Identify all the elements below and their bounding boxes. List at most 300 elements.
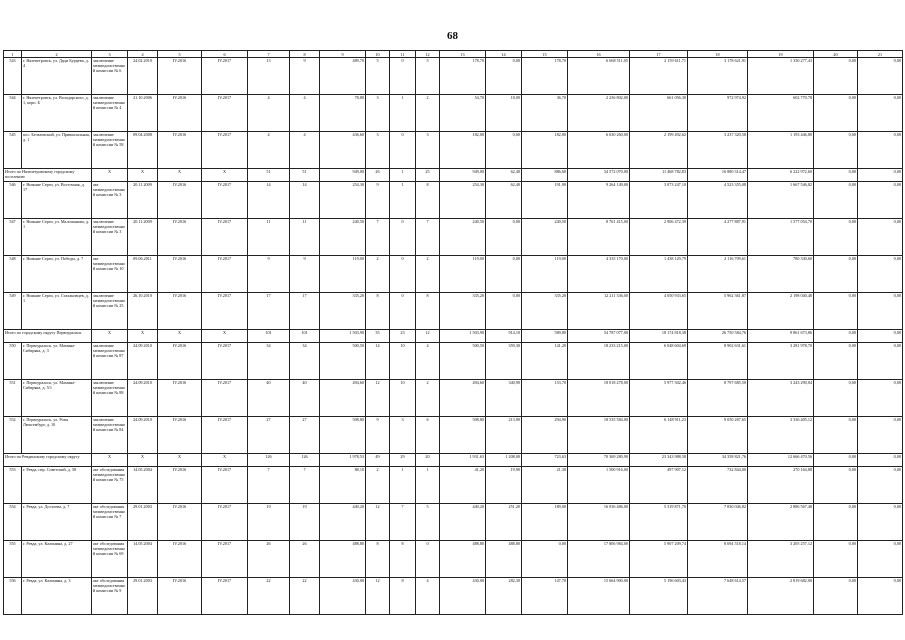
column-number-4: 4 <box>128 51 158 58</box>
cell-col-12: 8 <box>416 182 440 219</box>
cell-col-17: 6 048 604,69 <box>630 343 688 380</box>
cell-col-1: 545 <box>4 132 22 169</box>
cell-col-6: IV.2017 <box>202 182 248 219</box>
table-row <box>4 219 903 256</box>
cell-col-9: 508,80 <box>320 417 366 454</box>
cell-col-14: 19,90 <box>486 467 522 504</box>
cell-col-20: 0,00 <box>814 58 858 95</box>
cell-col-9: 335,20 <box>320 293 366 330</box>
cell-col-10: 8 <box>366 541 390 578</box>
subtotal-cell-col-17: 18 174 818,38 <box>630 330 688 343</box>
subtotal-cell-col-14: 1 208,00 <box>486 454 522 467</box>
cell-col-20: 0,00 <box>814 182 858 219</box>
subtotal-cell-col-4: X <box>128 330 158 343</box>
subtotal-cell-col-19: 9 861 673,86 <box>748 330 814 343</box>
cell-col-9: 254,30 <box>320 182 366 219</box>
cell-col-1: 555 <box>4 541 22 578</box>
cell-col-15: 189,00 <box>522 504 568 541</box>
subtotal-cell-col-21: 0,00 <box>858 330 903 343</box>
cell-col-6: IV.2017 <box>202 504 248 541</box>
cell-col-18: 4 523 355,08 <box>688 182 748 219</box>
cell-col-21: 0,00 <box>858 58 903 95</box>
table-row <box>4 380 903 417</box>
cell-col-13: 508,80 <box>440 417 486 454</box>
table-row <box>4 95 903 132</box>
table-body <box>4 58 903 615</box>
cell-col-14: 251,20 <box>486 504 522 541</box>
cell-col-14: 0,00 <box>486 293 522 330</box>
cell-col-8: 4 <box>290 132 320 169</box>
cell-col-20: 0,00 <box>814 541 858 578</box>
cell-col-6: IV.2017 <box>202 343 248 380</box>
cell-col-17: 5 977 302,46 <box>630 380 688 417</box>
cell-col-7: 7 <box>248 467 290 504</box>
subtotal-cell-col-15: 589,80 <box>522 330 568 343</box>
column-number-9: 9 <box>320 51 366 58</box>
cell-col-6: IV.2017 <box>202 95 248 132</box>
cell-col-8: 11 <box>290 219 320 256</box>
cell-col-4: 20.11.2009 <box>128 219 158 256</box>
cell-col-8: 4 <box>290 95 320 132</box>
cell-col-16: 2 236 802,00 <box>568 95 630 132</box>
cell-col-16: 17 806 984,00 <box>568 541 630 578</box>
cell-col-11: 0 <box>390 293 416 330</box>
cell-col-21: 0,00 <box>858 467 903 504</box>
cell-col-13: 488,80 <box>440 541 486 578</box>
cell-col-17: 5 319 871,70 <box>630 504 688 541</box>
cell-col-11: 0 <box>390 132 416 169</box>
cell-col-10: 8 <box>366 293 390 330</box>
cell-col-7: 4 <box>248 132 290 169</box>
subtotal-cell-col-13: 1 503,90 <box>440 330 486 343</box>
cell-col-13: 178,70 <box>440 58 486 95</box>
cell-col-1: 547 <box>4 219 22 256</box>
column-number-21: 21 <box>858 51 903 58</box>
cell-col-12: 1 <box>416 467 440 504</box>
cell-col-12: 4 <box>416 343 440 380</box>
cell-col-7: 19 <box>248 504 290 541</box>
cell-col-14: 0,00 <box>486 219 522 256</box>
cell-col-13: 182,00 <box>440 132 486 169</box>
cell-col-10: 2 <box>366 467 390 504</box>
cell-col-7: 17 <box>248 293 290 330</box>
cell-col-12: 2 <box>416 380 440 417</box>
cell-col-10: 12 <box>366 504 390 541</box>
cell-col-1: 551 <box>4 380 22 417</box>
cell-col-14: 213,90 <box>486 417 522 454</box>
table-row <box>4 504 903 541</box>
cell-col-18: 5 962 361,87 <box>688 293 748 330</box>
cell-col-2: г. Ревда, пер. Советский, д. 58 <box>22 467 92 504</box>
cell-col-8: 34 <box>290 343 320 380</box>
cell-col-8: 27 <box>290 417 320 454</box>
cell-col-4: 29.01.2003 <box>128 504 158 541</box>
cell-col-16: 4 335 170,00 <box>568 256 630 293</box>
cell-col-18: 732 844,00 <box>688 467 748 504</box>
cell-col-14: 18,00 <box>486 95 522 132</box>
cell-col-3: заключение межведомственной комиссии № 87 <box>92 343 128 380</box>
column-number-12: 12 <box>416 51 440 58</box>
cell-col-6: IV.2017 <box>202 293 248 330</box>
cell-col-2: пос. Бельтовский, ул. Привокзальная, д. 1 <box>22 132 92 169</box>
cell-col-3: акт межведомственной комиссии № 3 <box>92 182 128 219</box>
cell-col-15: 294,90 <box>522 417 568 454</box>
cell-col-5: IV.2016 <box>158 380 202 417</box>
subtotal-cell-col-7: 51 <box>248 169 290 182</box>
cell-col-8: 26 <box>290 541 320 578</box>
cell-col-5: IV.2016 <box>158 256 202 293</box>
cell-col-3: заключение межведомственной комиссии № 3 <box>92 219 128 256</box>
subtotal-cell-col-7: 126 <box>248 454 290 467</box>
cell-col-10: 3 <box>366 95 390 132</box>
cell-col-17: 3 073 247,10 <box>630 182 688 219</box>
subtotal-cell-col-5: X <box>158 169 202 182</box>
cell-col-6: IV.2017 <box>202 417 248 454</box>
cell-col-6: IV.2017 <box>202 256 248 293</box>
cell-col-16: 8 761 415,00 <box>568 219 630 256</box>
subtotal-cell-col-4: X <box>128 454 158 467</box>
cell-col-11: 0 <box>390 219 416 256</box>
cell-col-3: акт обследования межведомственной комиссии № 69 <box>92 541 128 578</box>
subtotal-cell-col-4: X <box>128 169 158 182</box>
cell-col-16: 1 500 916,00 <box>568 467 630 504</box>
page-number: 68 <box>447 30 458 42</box>
cell-col-20: 0,00 <box>814 467 858 504</box>
subtotal-cell-col-16: 70 369 280,90 <box>568 454 630 467</box>
subtotal-cell-col-20: 0,00 <box>814 330 858 343</box>
cell-col-14: 62,40 <box>486 182 522 219</box>
subtotal-row <box>4 330 903 343</box>
subtotal-cell-col-20: 0,00 <box>814 454 858 467</box>
cell-col-20: 0,00 <box>814 132 858 169</box>
subtotal-cell-col-19: 6 222 972,60 <box>748 169 814 182</box>
cell-col-20: 0,00 <box>814 578 858 615</box>
subtotal-cell-col-17: 11 468 782,83 <box>630 169 688 182</box>
column-number-11: 11 <box>390 51 416 58</box>
cell-col-8: 17 <box>290 293 320 330</box>
subtotal-cell-col-10: 35 <box>366 330 390 343</box>
cell-col-17: 2 159 611,71 <box>630 58 688 95</box>
table-row <box>4 293 903 330</box>
subtotal-row <box>4 454 903 467</box>
cell-col-7: 14 <box>248 182 290 219</box>
cell-col-15: 191,90 <box>522 182 568 219</box>
cell-col-13: 119,00 <box>440 256 486 293</box>
cell-col-7: 26 <box>248 541 290 578</box>
cell-col-18: 9 050 267,65 <box>688 417 748 454</box>
subtotal-cell-col-16: 34 572 070,00 <box>568 169 630 182</box>
cell-col-3: заключение межведомственной комиссии № 58 <box>92 132 128 169</box>
cell-col-17: 2 199 492,62 <box>630 132 688 169</box>
cell-col-13: 500,50 <box>440 343 486 380</box>
cell-col-2: г. Первоуральск, ул. Мамина-Сибиряка, д. 5/1 <box>22 380 92 417</box>
cell-col-8: 22 <box>290 578 320 615</box>
cell-col-21: 0,00 <box>858 380 903 417</box>
table-row <box>4 343 903 380</box>
cell-col-15: 178,70 <box>522 58 568 95</box>
column-number-14: 14 <box>486 51 522 58</box>
cell-col-5: IV.2016 <box>158 343 202 380</box>
cell-col-18: 7 648 614,57 <box>688 578 748 615</box>
cell-col-4: 14.05.2004 <box>128 467 158 504</box>
cell-col-5: IV.2016 <box>158 293 202 330</box>
cell-col-16: 18 018 278,00 <box>568 380 630 417</box>
cell-col-9: 489,70 <box>320 58 366 95</box>
cell-col-10: 7 <box>366 219 390 256</box>
cell-col-19: 1 330 277,43 <box>748 58 814 95</box>
column-number-15: 15 <box>522 51 568 58</box>
cell-col-9: 488,80 <box>320 541 366 578</box>
cell-col-9: 240,50 <box>320 219 366 256</box>
cell-col-8: 7 <box>290 467 320 504</box>
cell-col-20: 0,00 <box>814 95 858 132</box>
cell-col-1: 550 <box>4 343 22 380</box>
cell-col-16: 18 233 215,00 <box>568 343 630 380</box>
table-row <box>4 132 903 169</box>
cell-col-21: 0,00 <box>858 132 903 169</box>
cell-col-15: 119,00 <box>522 256 568 293</box>
column-number-5: 5 <box>158 51 202 58</box>
subtotal-cell-col-14: 62,40 <box>486 169 522 182</box>
subtotal-cell-col-14: 914,10 <box>486 330 522 343</box>
cell-col-9: 78,80 <box>320 95 366 132</box>
cell-col-4: 20.11.2009 <box>128 182 158 219</box>
cell-col-16: 12 211 336,00 <box>568 293 630 330</box>
cell-col-11: 10 <box>390 380 416 417</box>
cell-col-2: г. Нижние Серги, ул. Малошанова, д. 1 <box>22 219 92 256</box>
cell-col-7: 27 <box>248 417 290 454</box>
cell-col-20: 0,00 <box>814 219 858 256</box>
cell-col-6: IV.2017 <box>202 541 248 578</box>
cell-col-6: IV.2017 <box>202 380 248 417</box>
cell-col-2: г. Нижние Серги, ул. Восточная, д. 17 <box>22 182 92 219</box>
table-row <box>4 256 903 293</box>
cell-col-12: 2 <box>416 256 440 293</box>
cell-col-3: заключение межведомственной комиссии № 25 <box>92 293 128 330</box>
cell-col-14: 0,00 <box>486 58 522 95</box>
cell-col-11: 3 <box>390 417 416 454</box>
cell-col-4: 21.10.2006 <box>128 95 158 132</box>
cell-col-3: акт обследования межведомственной комиссии № 7 <box>92 504 128 541</box>
cell-col-4: 24.02.2010 <box>128 58 158 95</box>
cell-col-12: 5 <box>416 504 440 541</box>
cell-col-4: 24.09.2010 <box>128 343 158 380</box>
subtotal-cell-col-15: 723,63 <box>522 454 568 467</box>
subtotal-cell-col-17: 23 343 988,58 <box>630 454 688 467</box>
cell-col-1: 553 <box>4 467 22 504</box>
cell-col-9: 88,10 <box>320 467 366 504</box>
cell-col-2: г. Нижние Серги, ул. Стахановцев, д. 1 <box>22 293 92 330</box>
column-number-18: 18 <box>688 51 748 58</box>
cell-col-20: 0,00 <box>814 256 858 293</box>
cell-col-10: 12 <box>366 380 390 417</box>
cell-col-9: 430,00 <box>320 578 366 615</box>
subtotal-cell-col-8: 51 <box>290 169 320 182</box>
cell-col-17: 5 196 603,43 <box>630 578 688 615</box>
cell-col-14: 488,80 <box>486 541 522 578</box>
cell-col-7: 11 <box>248 219 290 256</box>
cell-col-6: IV.2017 <box>202 578 248 615</box>
cell-col-5: IV.2016 <box>158 467 202 504</box>
cell-col-12: 0 <box>416 541 440 578</box>
cell-col-19: 3 336 405,12 <box>748 417 814 454</box>
cell-col-5: IV.2016 <box>158 417 202 454</box>
cell-col-21: 0,00 <box>858 578 903 615</box>
subtotal-cell-col-3: X <box>92 169 128 182</box>
cell-col-13: 54,70 <box>440 95 486 132</box>
cell-col-13: 494,60 <box>440 380 486 417</box>
cell-col-13: 254,30 <box>440 182 486 219</box>
cell-col-19: 1 577 054,70 <box>748 219 814 256</box>
subtotal-cell-col-11: 23 <box>390 330 416 343</box>
cell-col-15: 335,20 <box>522 293 568 330</box>
cell-col-4: 29.01.2003 <box>128 578 158 615</box>
cell-col-2: г. Первоуральск, ул. Розы Люксембург, д. 10 <box>22 417 92 454</box>
cell-col-1: 543 <box>4 58 22 95</box>
subtotal-label: Итого по Ревдинскому городскому округу <box>4 454 92 467</box>
subtotal-cell-col-21: 0,00 <box>858 454 903 467</box>
subtotal-cell-col-12: 20 <box>416 454 440 467</box>
subtotal-cell-col-9: 949,00 <box>320 169 366 182</box>
cell-col-14: 0,00 <box>486 256 522 293</box>
cell-col-3: заключение межведомственной комиссии № 4 <box>92 95 128 132</box>
table-row <box>4 417 903 454</box>
cell-col-4: 26.10.2010 <box>128 293 158 330</box>
cell-col-14: 0,00 <box>486 132 522 169</box>
cell-col-2: г. Ревда, ул. Калинина, д. 27 <box>22 541 92 578</box>
cell-col-8: 40 <box>290 380 320 417</box>
column-number-19: 19 <box>748 51 814 58</box>
cell-col-9: 119,00 <box>320 256 366 293</box>
subtotal-cell-col-3: X <box>92 330 128 343</box>
cell-col-6: IV.2017 <box>202 467 248 504</box>
cell-col-19: 1 193 446,80 <box>748 132 814 169</box>
cell-col-17: 1 438 129,79 <box>630 256 688 293</box>
cell-col-8: 14 <box>290 182 320 219</box>
cell-col-10: 3 <box>366 132 390 169</box>
cell-col-9: 440,20 <box>320 504 366 541</box>
cell-col-16: 9 264 149,00 <box>568 182 630 219</box>
subtotal-label: Итого по городскому округу Первоуральск <box>4 330 92 343</box>
cell-col-13: 240,50 <box>440 219 486 256</box>
subtotal-cell-col-5: X <box>158 330 202 343</box>
cell-col-11: 10 <box>390 343 416 380</box>
subtotal-cell-col-21: 0,00 <box>858 169 903 182</box>
cell-col-3: акт обследования межведомственной комиссии № 75 <box>92 467 128 504</box>
subtotal-cell-col-6: X <box>202 330 248 343</box>
cell-col-21: 0,00 <box>858 417 903 454</box>
cell-col-15: 0,00 <box>522 541 568 578</box>
column-number-8: 8 <box>290 51 320 58</box>
cell-col-14: 282,30 <box>486 578 522 615</box>
cell-col-21: 0,00 <box>858 293 903 330</box>
cell-col-12: 4 <box>416 578 440 615</box>
subtotal-cell-col-12: 25 <box>416 169 440 182</box>
column-number-6: 6 <box>202 51 248 58</box>
cell-col-20: 0,00 <box>814 380 858 417</box>
table-row <box>4 467 903 504</box>
cell-col-1: 546 <box>4 182 22 219</box>
cell-col-18: 8 902 631,61 <box>688 343 748 380</box>
table-row <box>4 578 903 615</box>
cell-col-11: 8 <box>390 578 416 615</box>
column-number-10: 10 <box>366 51 390 58</box>
cell-col-18: 2 116 709,61 <box>688 256 748 293</box>
cell-col-9: 500,50 <box>320 343 366 380</box>
cell-col-7: 40 <box>248 380 290 417</box>
cell-col-3: акт межведомственной комиссии № 10 <box>92 256 128 293</box>
cell-col-9: 436,60 <box>320 132 366 169</box>
cell-col-8: 9 <box>290 256 320 293</box>
subtotal-cell-col-18: 34 358 821,76 <box>688 454 748 467</box>
cell-col-3: заключение межведомственной комиссии № 88 <box>92 380 128 417</box>
cell-col-13: 41,20 <box>440 467 486 504</box>
cell-col-16: 15 664 900,00 <box>568 578 630 615</box>
cell-col-20: 0,00 <box>814 417 858 454</box>
cell-col-18: 8 694 518,14 <box>688 541 748 578</box>
cell-col-10: 5 <box>366 58 390 95</box>
cell-col-5: IV.2016 <box>158 578 202 615</box>
subtotal-cell-col-15: 886,60 <box>522 169 568 182</box>
cell-col-21: 0,00 <box>858 541 903 578</box>
cell-col-20: 0,00 <box>814 504 858 541</box>
cell-col-18: 8 797 685,50 <box>688 380 748 417</box>
subtotal-cell-col-10: 49 <box>366 454 390 467</box>
column-number-7: 7 <box>248 51 290 58</box>
cell-col-16: 18 535 584,00 <box>568 417 630 454</box>
cell-col-17: 497 907,12 <box>630 467 688 504</box>
cell-col-14: 359,30 <box>486 343 522 380</box>
cell-col-7: 34 <box>248 343 290 380</box>
cell-col-3: заключение межведомственной комиссии № 6 <box>92 58 128 95</box>
cell-col-17: 5 907 209,74 <box>630 541 688 578</box>
cell-col-14: 340,90 <box>486 380 522 417</box>
column-number-16: 16 <box>568 51 630 58</box>
cell-col-21: 0,00 <box>858 219 903 256</box>
cell-col-7: 9 <box>248 256 290 293</box>
column-number-1: 1 <box>4 51 22 58</box>
cell-col-16: 6 668 511,05 <box>568 58 630 95</box>
cell-col-3: акт обследования межведомственной комиссии № 9 <box>92 578 128 615</box>
subtotal-cell-col-6: X <box>202 454 248 467</box>
cell-col-5: IV.2016 <box>158 541 202 578</box>
cell-col-19: 3 281 978,70 <box>748 343 814 380</box>
cell-col-1: 552 <box>4 417 22 454</box>
subtotal-cell-col-16: 54 787 077,00 <box>568 330 630 343</box>
subtotal-cell-col-3: X <box>92 454 128 467</box>
cell-col-2: г. Первоуральск, ул. Мамина-Сибиряка, д. 3 <box>22 343 92 380</box>
cell-col-5: IV.2016 <box>158 95 202 132</box>
cell-col-2: г. Нязепетровск, ул. Дяди Бурцева, д. 4 <box>22 58 92 95</box>
cell-col-7: 13 <box>248 58 290 95</box>
cell-col-16: 16 036 486,00 <box>568 504 630 541</box>
cell-col-2: г. Ревда, ул. Достоева, д. 7 <box>22 504 92 541</box>
cell-col-12: 7 <box>416 219 440 256</box>
cell-col-17: 661 056,30 <box>630 95 688 132</box>
column-number-3: 3 <box>92 51 128 58</box>
subtotal-cell-col-18: 16 880 314,47 <box>688 169 748 182</box>
registry-table-wrapper <box>3 50 902 615</box>
cell-col-19: 602 770,78 <box>748 95 814 132</box>
cell-col-11: 0 <box>390 256 416 293</box>
subtotal-cell-col-9: 1 503,90 <box>320 330 366 343</box>
cell-col-13: 430,00 <box>440 578 486 615</box>
cell-col-11: 0 <box>390 58 416 95</box>
cell-col-2: г. Нязепетровск, ул. Володарского, д. 1, корп. Б <box>22 95 92 132</box>
cell-col-9: 494,60 <box>320 380 366 417</box>
cell-col-11: 1 <box>390 467 416 504</box>
subtotal-cell-col-8: 126 <box>290 454 320 467</box>
